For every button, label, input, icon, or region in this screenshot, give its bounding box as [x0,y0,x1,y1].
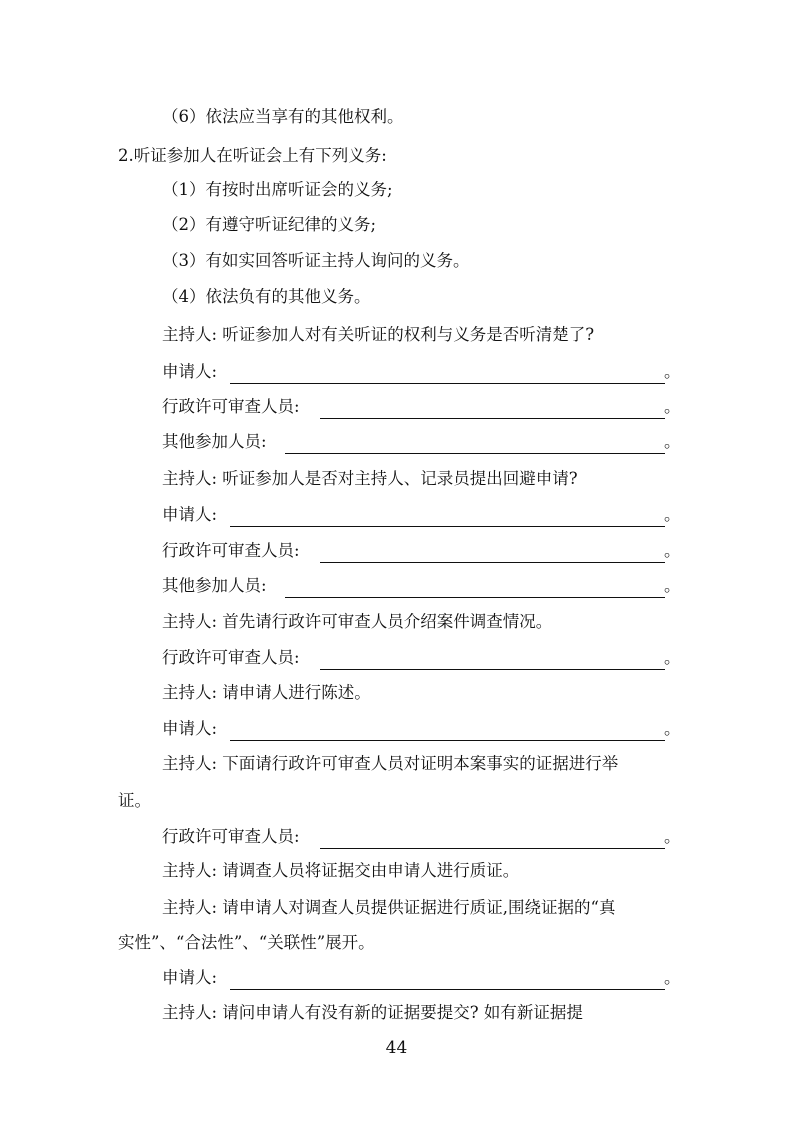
answer-line [0,502,793,528]
blank-underline [285,453,665,454]
line-text: 主持人: 请调查人员将证据交由申请人进行质证。 [162,861,520,880]
line-text: 主持人: 请申请人对调查人员提供证据进行质证,围绕证据的“真 [162,898,616,917]
speaker-label: 行政许可审查人员: [162,397,300,416]
answer-line [0,824,793,850]
answer-line [0,394,793,420]
line-text: 主持人: 请问申请人有没有新的证据要提交? 如有新证据提 [162,1003,583,1022]
speaker-label: 申请人: [162,968,218,987]
line-text: 主持人: 听证参加人是否对主持人、记录员提出回避申请? [162,469,578,488]
speaker-label: 申请人: [162,362,218,381]
speaker-label: 申请人: [162,505,218,524]
line-text: （4）依法负有的其他义务。 [162,287,371,306]
text-line [0,1000,793,1026]
line-text: 实性”、“合法性”、“关联性”展开。 [118,933,375,952]
line-text: 主持人: 请申请人进行陈述。 [162,683,371,702]
speaker-label: 行政许可审查人员: [162,541,300,560]
answer-line [0,359,793,385]
line-text: （6）依法应当享有的其他权利。 [162,107,404,126]
text-line [0,177,793,203]
text-line [0,751,793,777]
text-line [0,143,793,169]
line-text: （1）有按时出席听证会的义务; [162,180,393,199]
line-text: 主持人: 下面请行政许可审查人员对证明本案事实的证据进行举 [162,754,619,773]
text-line [0,284,793,310]
blank-underline [320,562,665,563]
text-line [0,609,793,635]
text-line [0,895,793,921]
page-number: 44 [385,1038,408,1058]
text-line [0,322,793,348]
end-mark: 。 [664,968,681,987]
blank-underline [320,418,665,419]
end-mark: 。 [664,505,681,524]
end-mark: 。 [664,362,681,381]
line-text: 2.听证参加人在听证会上有下列义务: [118,146,387,165]
end-mark: 。 [664,541,681,560]
line-text: 主持人: 听证参加人对有关听证的权利与义务是否听清楚了? [162,325,595,344]
text-line [0,104,793,130]
text-line [0,930,793,956]
blank-underline [320,669,665,670]
speaker-label: 其他参加人员: [162,576,267,595]
end-mark: 。 [664,576,681,595]
answer-line [0,429,793,455]
speaker-label: 申请人: [162,719,218,738]
text-line [0,858,793,884]
answer-line [0,965,793,991]
blank-underline [230,526,665,527]
blank-underline [230,989,665,990]
text-line [0,466,793,492]
blank-underline [230,740,665,741]
text-line [0,248,793,274]
line-text: （2）有遵守听证纪律的义务; [162,215,377,234]
blank-underline [230,383,665,384]
answer-line [0,645,793,671]
end-mark: 。 [664,432,681,451]
text-line [0,212,793,238]
end-mark: 。 [664,827,681,846]
speaker-label: 行政许可审查人员: [162,827,300,846]
line-text: 主持人: 首先请行政许可审查人员介绍案件调查情况。 [162,612,553,631]
answer-line [0,538,793,564]
end-mark: 。 [664,648,681,667]
text-line [0,680,793,706]
end-mark: 。 [664,397,681,416]
answer-line [0,716,793,742]
blank-underline [285,597,665,598]
text-line [0,788,793,814]
answer-line [0,573,793,599]
line-text: （3）有如实回答听证主持人询问的义务。 [162,251,470,270]
blank-underline [320,848,665,849]
speaker-label: 其他参加人员: [162,432,267,451]
end-mark: 。 [664,719,681,738]
line-text: 证。 [118,791,151,810]
speaker-label: 行政许可审查人员: [162,648,300,667]
